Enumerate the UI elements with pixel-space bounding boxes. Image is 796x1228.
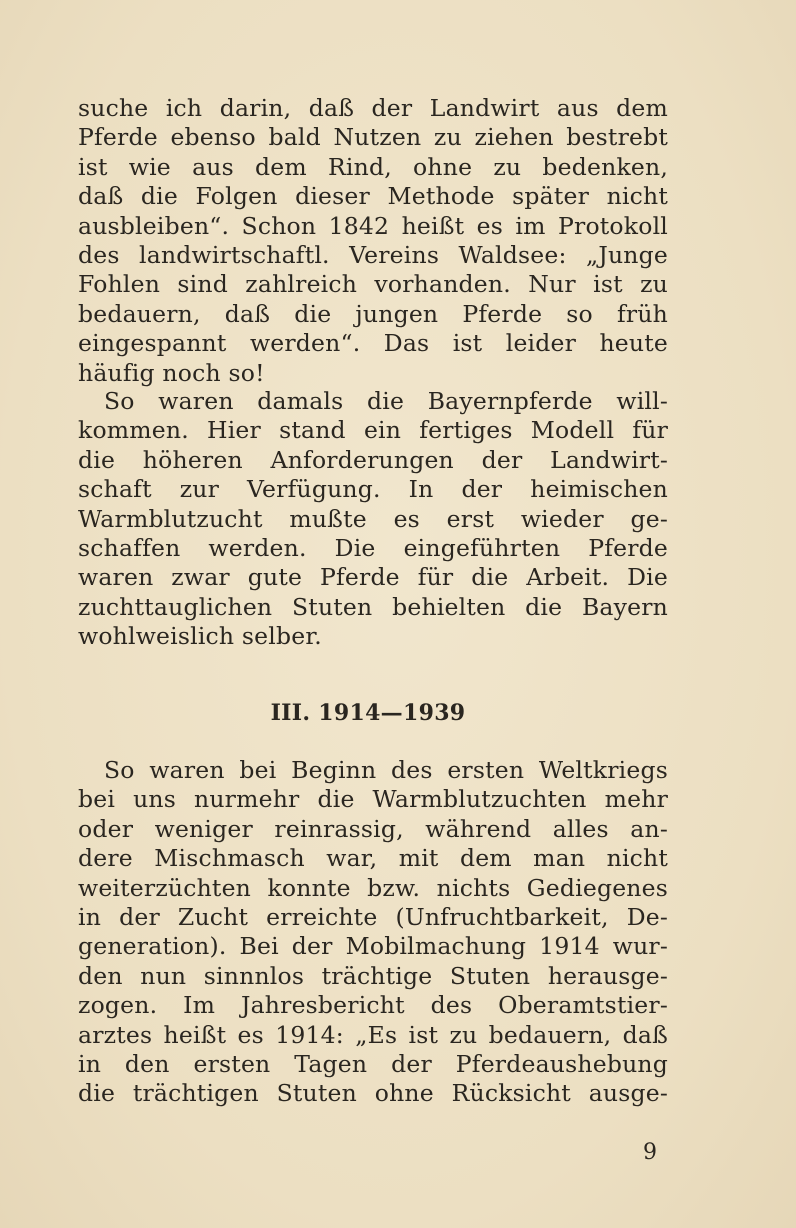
text-line: waren zwar gute Pferde für die Arbeit. Die [78, 563, 668, 592]
page-number: 9 [643, 1140, 657, 1165]
paragraph-1 [78, 94, 668, 388]
text-line: daß die Folgen dieser Methode später nicht [78, 182, 668, 211]
text-line: ist wie aus dem Rind, ohne zu bedenken, [78, 152, 668, 181]
text-line: zuchttauglichen Stuten behielten die Bayern [78, 592, 668, 621]
paragraph-3 [78, 756, 668, 1109]
section-heading: III. 1914—1939 [270, 700, 466, 726]
text-line: Warmblutzucht mußte es erst wieder ge- [78, 504, 668, 533]
text-line: So waren bei Beginn des ersten Weltkriegs [104, 756, 668, 784]
text-line: suche ich darin, daß der Landwirt aus dem [78, 94, 668, 122]
text-line: arztes heißt es 1914: „Es ist zu bedauern, daß [78, 1020, 668, 1049]
text-line: schaft zur Verfügung. In der heimischen [78, 475, 668, 504]
text-line: generation). Bei der Mobilmachung 1914 wur- [78, 932, 668, 961]
text-line: bei uns nurmehr die Warmblutzuchten mehr [78, 785, 668, 814]
text-line: die höheren Anforderungen der Landwirt- [78, 445, 668, 474]
text-line: dere Mischmasch war, mit dem man nicht [78, 844, 668, 873]
text-line: wohlweislich selber. [78, 622, 322, 651]
text-line: ausbleiben“. Schon 1842 heißt es im Protokoll [78, 211, 668, 240]
text-line: die trächtigen Stuten ohne Rücksicht ausge- [78, 1079, 668, 1108]
text-line: des landwirtschaftl. Vereins Waldsee: „Junge [78, 240, 668, 269]
text-line: in der Zucht erreichte (Unfruchtbarkeit, De- [78, 902, 668, 931]
text-line: schaffen werden. Die eingeführten Pferde [78, 533, 668, 562]
text-line: bedauern, daß die jungen Pferde so früh [78, 299, 668, 328]
text-line: in den ersten Tagen der Pferdeaushebung [78, 1049, 668, 1078]
text-line: häufig noch so! [78, 358, 265, 387]
paragraph-2 [78, 387, 668, 652]
text-line: eingespannt werden“. Das ist leider heute [78, 329, 668, 358]
text-line: oder weniger reinrassig, während alles an- [78, 814, 668, 843]
text-line: Fohlen sind zahlreich vorhanden. Nur ist zu [78, 270, 668, 299]
text-line: kommen. Hier stand ein fertiges Modell für [78, 416, 668, 445]
text-line: zogen. Im Jahresbericht des Oberamtstier- [78, 991, 668, 1020]
text-line: So waren damals die Bayernpferde will- [104, 387, 668, 415]
text-line: weiterzüchten konnte bzw. nichts Gediegenes [78, 873, 668, 902]
text-line: Pferde ebenso bald Nutzen zu ziehen bestrebt [78, 123, 668, 152]
text-line: den nun sinnnlos trächtige Stuten herausge- [78, 961, 668, 990]
